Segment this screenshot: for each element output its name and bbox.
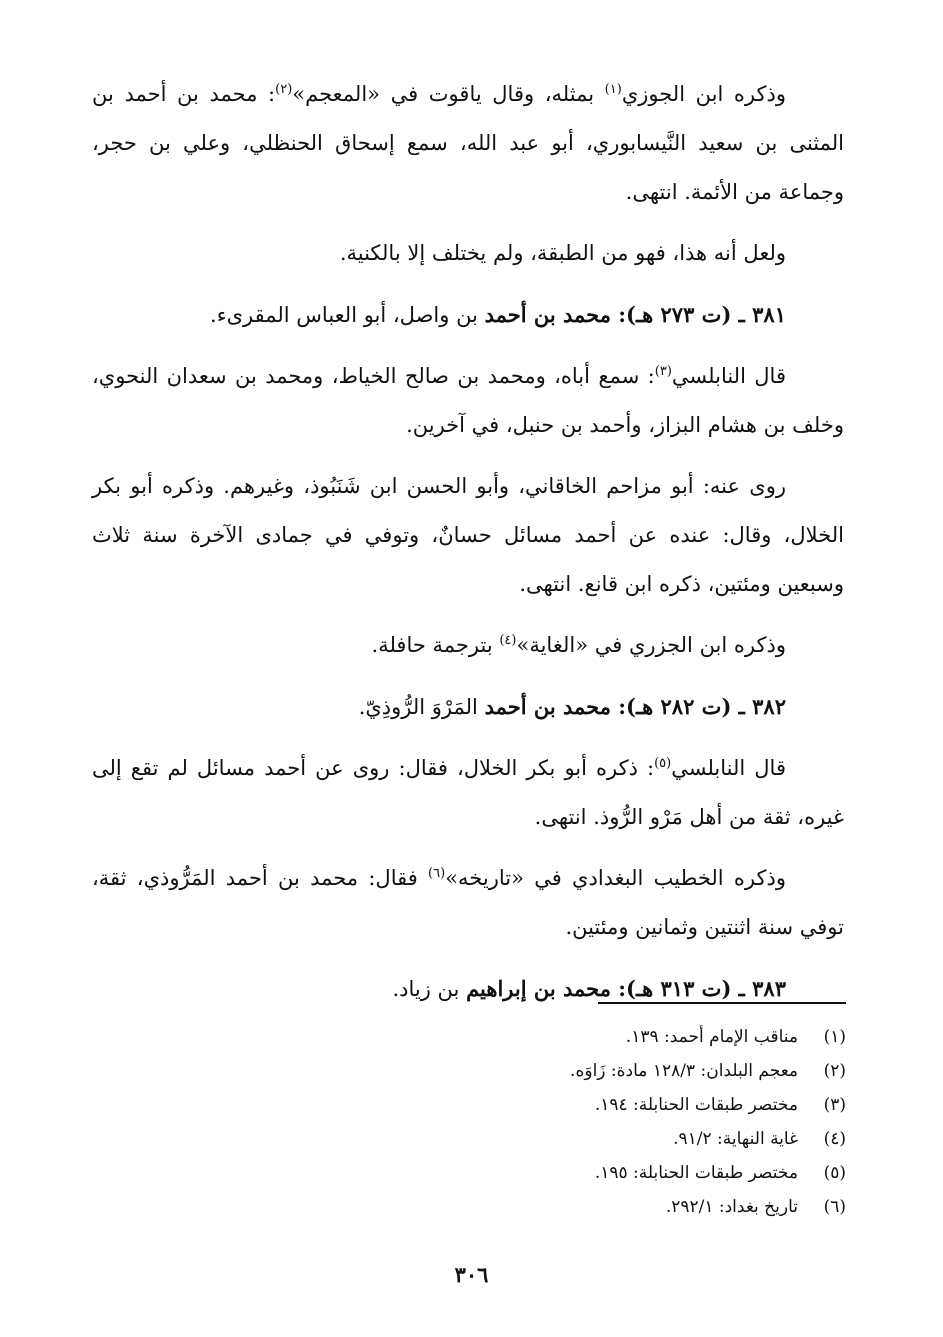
footnotes xyxy=(300,1020,846,1224)
entry-number-name: ٣٨٢ ـ (ت ٢٨٢ هـ): محمد بن أحمد xyxy=(484,694,786,719)
footnote-text: غاية النهاية: ٩١/٢. xyxy=(673,1129,798,1149)
text-run: : ذكره أبو بكر الخلال، فقال: روى عن أحمد مسائل لم تقع إلى غيره، ثقة من أهل مَرْو الرُّوذ. انتهى. xyxy=(92,756,844,829)
footnote-ref-1: (١) xyxy=(604,82,622,97)
footnote-item xyxy=(300,1020,846,1054)
text-run: وذكره الخطيب البغدادي في «تاريخه» xyxy=(445,866,786,890)
footnote-item xyxy=(300,1156,846,1190)
footnote-number: (٦) xyxy=(823,1197,846,1217)
paragraph-nabulsi-382 xyxy=(92,744,844,842)
text-run: وذكره ابن الجزري في «الغاية» xyxy=(516,633,786,657)
footnote-divider xyxy=(598,1002,846,1004)
page-number: ٣٠٦ xyxy=(454,1262,489,1287)
paragraph-nabulsi-381 xyxy=(92,352,844,450)
footnote-ref-5: (٥) xyxy=(654,756,672,771)
entry-number-name: ٣٨٣ ـ (ت ٣١٣ هـ): محمد بن إبراهيم xyxy=(466,976,786,1001)
text-run: بمثله، وقال ياقوت في «المعجم» xyxy=(292,82,605,106)
main-text xyxy=(92,70,844,1026)
footnote-text: تاريخ بغداد: ٢٩٢/١. xyxy=(665,1197,798,1217)
paragraph-khatib xyxy=(92,854,844,952)
footnote-text: مناقب الإمام أحمد: ١٣٩. xyxy=(625,1027,798,1047)
entry-rest: بن واصل، أبو العباس المقرىء. xyxy=(210,303,485,327)
footnote-item xyxy=(300,1088,846,1122)
text-run: فقال: محمد بن أحمد المَرُّوذي، ثقة، توفي سنة اثنتين وثمانين ومئتين. xyxy=(92,866,844,939)
text-run: قال النابلسي xyxy=(671,756,786,780)
footnote-item xyxy=(300,1054,846,1088)
text-run: : سمع أباه، ومحمد بن صالح الخياط، ومحمد بن سعدان النحوي، وخلف بن هشام البزاز، وأحمد بن حنبل، في آخرين. xyxy=(92,364,844,437)
paragraph-narrators: روى عنه: أبو مزاحم الخاقاني، وأبو الحسن ابن شَنَبُوذ، وغيرهم. وذكره أبو بكر الخلال، وقال: عنده عن أحمد مسائل حسانٌ، وتوفي في جمادى الآخرة سنة ثلاث وسبعين ومئتين، ذكره ابن قانع. انتهى. xyxy=(92,474,844,596)
footnote-text: معجم البلدان: ١٢٨/٣ مادة: زَاوَه. xyxy=(570,1061,798,1081)
entry-heading-383 xyxy=(92,964,844,1014)
footnote-number: (١) xyxy=(823,1027,846,1047)
entry-number-name: ٣٨١ ـ (ت ٢٧٣ هـ): محمد بن أحمد xyxy=(484,302,786,327)
footnote-ref-6: (٦) xyxy=(428,866,446,881)
paragraph-ibn-jazari xyxy=(92,621,844,670)
footnote-ref-3: (٣) xyxy=(654,364,672,379)
entry-heading-382 xyxy=(92,682,844,732)
footnote-number: (٣) xyxy=(823,1095,846,1115)
footnote-text: مختصر طبقات الحنابلة: ١٩٤. xyxy=(594,1095,798,1115)
footnote-item xyxy=(300,1190,846,1224)
paragraph-ibn-jawzi xyxy=(92,70,844,217)
entry-rest: المَرْوَ الرُّوذِيّ. xyxy=(358,695,485,719)
paragraph-tabaqa: ولعل أنه هذا، فهو من الطبقة، ولم يختلف إلا بالكنية. xyxy=(339,241,786,265)
text-run: : محمد بن أحمد بن المثنى بن سعيد النَّيسابوري، أبو عبد الله، سمع إسحاق الحنظلي، وعلي بن حجر، وجماعة من الأئمة. انتهى. xyxy=(92,82,844,204)
footnote-number: (٤) xyxy=(823,1129,846,1149)
footnote-ref-2: (٢) xyxy=(275,82,293,97)
entry-rest: بن زياد. xyxy=(392,977,467,1001)
footnote-ref-4: (٤) xyxy=(499,633,517,648)
footnote-number: (٢) xyxy=(823,1061,846,1081)
footnote-item xyxy=(300,1122,846,1156)
entry-heading-381 xyxy=(92,290,844,340)
footnote-text: مختصر طبقات الحنابلة: ١٩٥. xyxy=(594,1163,798,1183)
text-run: بترجمة حافلة. xyxy=(371,633,500,657)
text-run: وذكره ابن الجوزي xyxy=(621,82,786,106)
text-run: قال النابلسي xyxy=(671,364,786,388)
footnote-number: (٥) xyxy=(823,1163,846,1183)
